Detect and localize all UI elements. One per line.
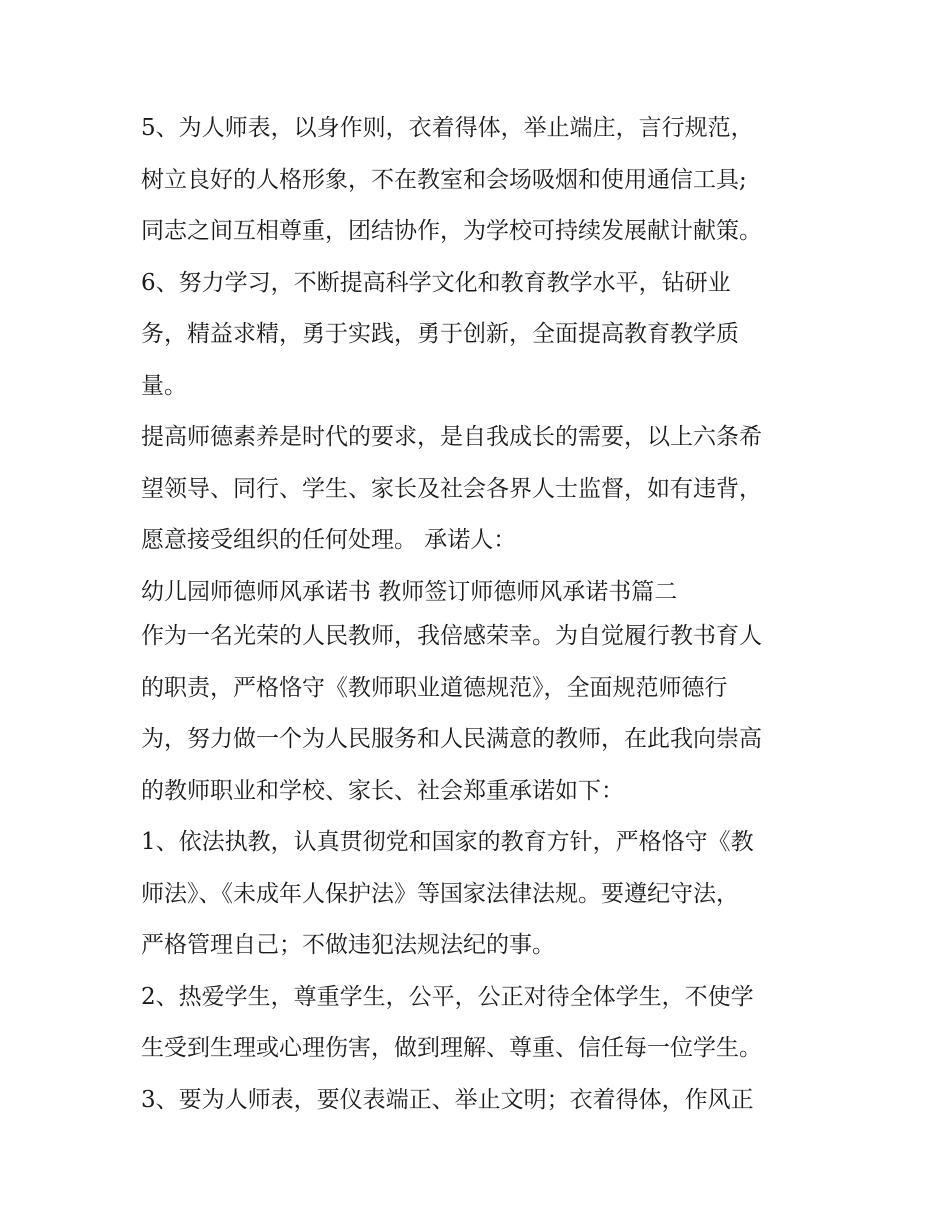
text-line: 务，精益求精，勇于实践，勇于创新，全面提高教育教学质 [141,321,739,347]
text-line: 为，努力做一个为人民服务和人民满意的教师，在此我向崇高 [141,726,762,752]
text-line: 师法》、《未成年人保护法》等国家法律法规。要遵纪守法， [141,881,739,907]
text-line: 5、为人师表，以身作则，衣着得体，举止端庄，言行规范， [141,115,754,141]
text-line: 树立良好的人格形象，不在教室和会场吸烟和使用通信工具; [141,167,747,193]
text-line: 的教师职业和学校、家长、社会郑重承诺如下： [141,778,624,804]
text-line: 2、热爱学生，尊重学生，公平，公正对待全体学生，不使学 [141,984,754,1010]
text-line: 3、要为人师表，要仪表端正、举止文明；衣着得体，作风正 [141,1087,754,1113]
text-line: 生受到生理或心理伤害，做到理解、尊重、信任每一位学生。 [141,1035,762,1061]
text-line: 6、努力学习，不断提高科学文化和教育教学水平，钻研业 [141,270,731,296]
text-line: 作为一名光荣的人民教师，我倍感荣幸。为自觉履行教书育人 [141,623,762,649]
text-line: 的职责，严格恪守《教师职业道德规范》，全面规范师德行 [141,675,728,701]
section-heading: 幼儿园师德师风承诺书 教师签订师德师风承诺书篇二 [141,579,678,605]
text-line: 望领导、同行、学生、家长及社会各界人士监督，如有违背， [141,476,762,502]
text-line: 量。 [141,373,187,399]
text-line: 提高师德素养是时代的要求，是自我成长的需要，以上六条希 [141,424,762,450]
text-line: 1、依法执教，认真贯彻党和国家的教育方针，严格恪守《教 [141,829,754,855]
text-line: 同志之间互相尊重，团结协作，为学校可持续发展献计献策。 [141,218,762,244]
text-line: 愿意接受组织的任何处理。 承诺人： [141,527,517,553]
text-line: 严格管理自己；不做违犯法规法纪的事。 [141,932,555,958]
